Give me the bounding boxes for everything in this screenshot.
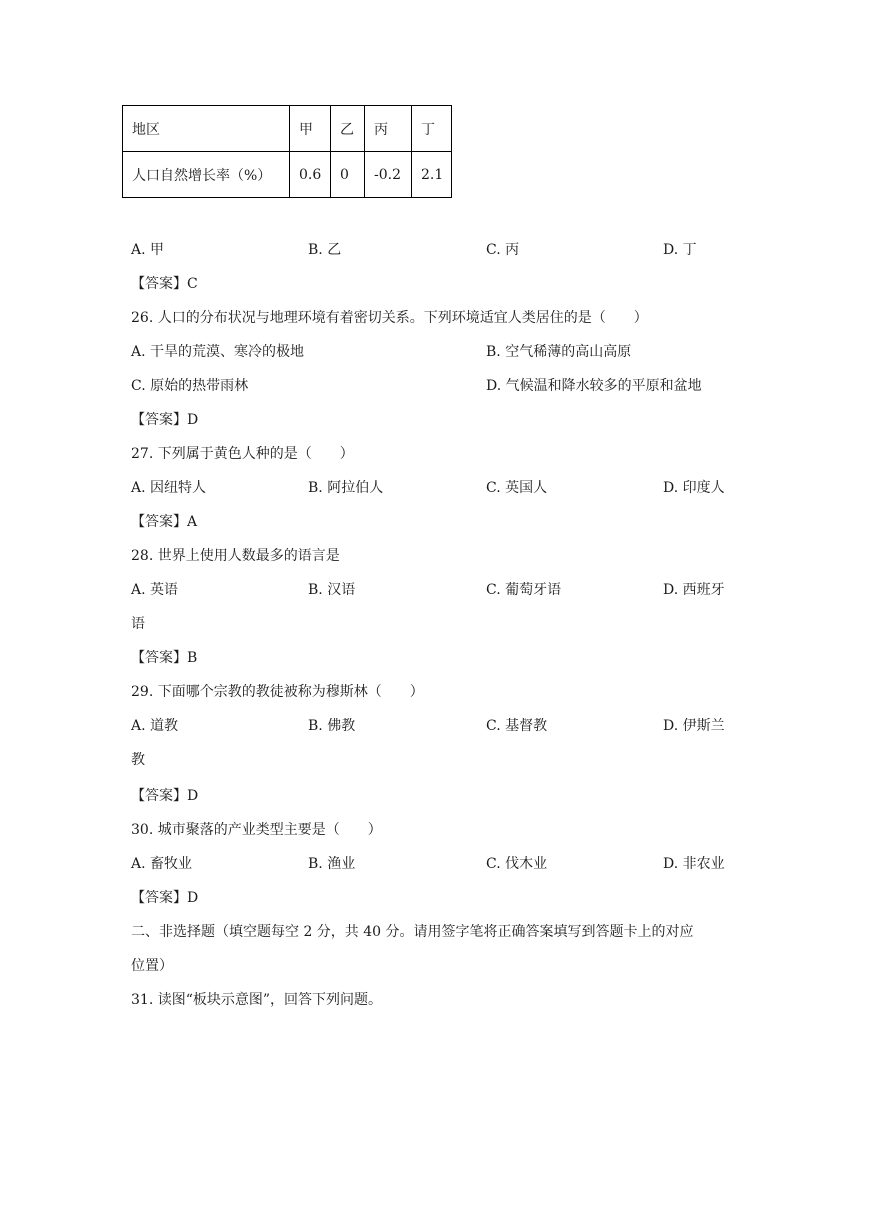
table-cell: 0.6 [290,152,331,198]
option-c: C. 葡萄牙语 [486,582,562,598]
option-c: C. 伐木业 [486,856,548,872]
answer-line: 【答案】D [131,890,199,906]
option-d: D. 丁 [663,242,697,258]
answer-line: 【答案】B [131,650,198,666]
option-c: C. 英国人 [486,480,548,496]
option-a: A. 英语 [131,582,179,598]
table-cell: 丙 [365,106,412,152]
table-cell: 乙 [331,106,365,152]
question-stem: 26. 人口的分布状况与地理环境有着密切关系。下列环境适宜人类居住的是（ ） [131,310,648,326]
option-c: C. 原始的热带雨林 [131,378,249,394]
option-a: A. 畜牧业 [131,856,193,872]
option-b: B. 空气稀薄的高山高原 [486,344,632,360]
table-cell: 人口自然增长率（%） [123,152,290,198]
option-d: D. 伊斯兰 [663,718,725,734]
table-cell: 2.1 [412,152,452,198]
option-a: A. 因纽特人 [131,480,207,496]
option-b: B. 汉语 [308,582,356,598]
table-cell: 丁 [412,106,452,152]
question-stem: 31. 读图“板块示意图”，回答下列问题。 [131,992,383,1008]
option-d: D. 西班牙 [663,582,725,598]
option-b: B. 乙 [308,242,342,258]
answer-line: 【答案】D [131,412,199,428]
table-cell: -0.2 [365,152,412,198]
option-c: C. 基督教 [486,718,548,734]
answer-line: 【答案】A [131,514,198,530]
answer-line: 【答案】C [131,276,198,292]
answer-line: 【答案】D [131,788,199,804]
option-d: D. 气候温和降水较多的平原和盆地 [486,378,702,394]
table-header-row [123,106,452,152]
option-b: B. 佛教 [308,718,356,734]
option-c: C. 丙 [486,242,520,258]
population-growth-table [122,105,452,198]
option-d-wrap: 教 [131,752,145,768]
table-cell: 甲 [290,106,331,152]
option-d: D. 非农业 [663,856,725,872]
question-stem: 29. 下面哪个宗教的教徒被称为穆斯林（ ） [131,684,424,700]
option-a: A. 干旱的荒漠、寒冷的极地 [131,344,305,360]
table-cell: 地区 [123,106,290,152]
option-b: B. 渔业 [308,856,356,872]
option-a: A. 道教 [131,718,179,734]
table-data-row [123,152,452,198]
option-d: D. 印度人 [663,480,725,496]
section-heading: 二、非选择题（填空题每空 2 分，共 40 分。请用签字笔将正确答案填写到答题卡上的对应 [131,924,694,940]
option-d-wrap: 语 [131,616,145,632]
table-cell: 0 [331,152,365,198]
question-stem: 28. 世界上使用人数最多的语言是 [131,548,340,564]
option-a: A. 甲 [131,242,165,258]
section-heading-cont: 位置） [131,958,173,974]
option-b: B. 阿拉伯人 [308,480,384,496]
question-stem: 30. 城市聚落的产业类型主要是（ ） [131,822,382,838]
question-stem: 27. 下列属于黄色人种的是（ ） [131,446,354,462]
